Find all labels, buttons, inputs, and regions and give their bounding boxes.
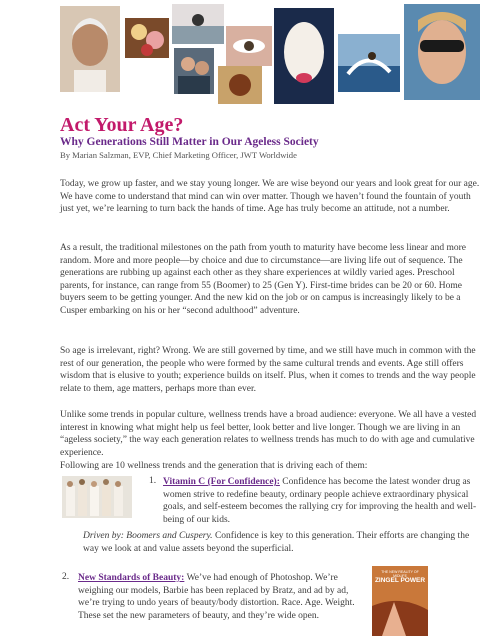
book-cover-top-text: THE NEW REALITY OF MIDLIFE xyxy=(381,570,419,578)
article-title: Act Your Age? xyxy=(60,114,184,136)
trend-1-driven-label: Driven by: Boomers and Cuspery. xyxy=(83,531,213,541)
photo-surfer xyxy=(338,34,400,92)
book-cover xyxy=(372,566,428,636)
trend-2-body: We’ve had enough of Photoshop. We’re weighing our models, Barbie has been replaced by Bratz, and ad by ad, we’re trying to undo years of beauty/body distortion. Race. Age. Weight. These set the new parameters of beauty, and they’re wide open. xyxy=(78,573,355,621)
photo-face-mask xyxy=(274,8,334,104)
article-subtitle: Why Generations Still Matter in Our Ageless Society xyxy=(60,136,319,148)
trend-1-heading: Vitamin C (For Confidence): xyxy=(163,477,280,487)
photo-food xyxy=(218,66,262,104)
photo-eye xyxy=(226,26,272,66)
paragraph-list-intro: Following are 10 wellness trends and the generation that is driving each of them: xyxy=(60,461,368,471)
photo-strip xyxy=(60,4,480,104)
paragraph-age-matters: So age is irrelevant, right? Wrong. We are still governed by time, and we still have much in common with the rest of our generation, the people who were formed by the same cultural trends and events. Age still offers wisdom that is elusive to youth; experience builds on itself. Plus, when it comes to trends and the way people relate to them, age matters, perhaps more than ever. xyxy=(60,346,476,394)
trend-1-text xyxy=(163,476,479,526)
trend-1-body: Confidence has become the latest wonder drug as women strive to redefine beauty, ordinary people achieve extraordinary physical goals, and self-esteem becomes the rallying cry for improving the health and well-being of our kids. xyxy=(163,477,477,525)
trend-1-driven-by xyxy=(83,530,479,555)
trend-1-number: 1. xyxy=(149,476,157,486)
photo-group-women xyxy=(62,476,132,518)
photo-flowers xyxy=(125,18,169,58)
trend-2-text xyxy=(78,572,364,622)
paragraph-intro: Today, we grow up faster, and we stay young longer. We are wise beyond our years and look great for our age. We have come to understand that mind can win over matter. Though we haven’t found the fountain of youth just yet, we’re learning to turn back the hands of time. Age has truly become an attitude, not a number. xyxy=(60,179,480,215)
photo-people xyxy=(174,48,214,94)
paragraph-wellness: Unlike some trends in popular culture, wellness trends have a broad audience: everyone. We all have a vested interest in knowing what might help us feel better, look better and live longer. Though we are living in an “ageless society,” the way each generation relates to wellness trends has much to do with age and cumulative experience. xyxy=(60,410,477,458)
photo-elderly-woman xyxy=(60,6,120,92)
photo-woman-sunglasses xyxy=(404,4,480,100)
book-cover-title: ZINGEL POWER xyxy=(374,577,426,584)
paragraph-milestones: As a result, the traditional milestones on the path from youth to maturity have become less linear and more random. More and more people—by choice and due to circumstance—are living life out of sequence. The generations are rubbing up against each other as they share experiences at wildly varied ages. Preschool parents, for instance, can range from 55 (Boomer) to 25 (Gen Y). First-time brides can be 20 or 60. Home buyers seem to be getting younger. And the new kid on the job or on campus is increasingly likely to be a Cusper embarking on his or her “second adulthood” adventure. xyxy=(60,243,467,316)
trend-2-heading: New Standards of Beauty: xyxy=(78,573,185,583)
trend-1-driven-text: Confidence is key to this generation. Their efforts are changing the way we look at and value assets beyond the superficial. xyxy=(83,531,470,554)
photo-stadium xyxy=(172,4,224,44)
trend-2-number: 2. xyxy=(62,572,70,582)
article-byline: By Marian Salzman, EVP, Chief Marketing Officer, JWT Worldwide xyxy=(60,150,297,160)
